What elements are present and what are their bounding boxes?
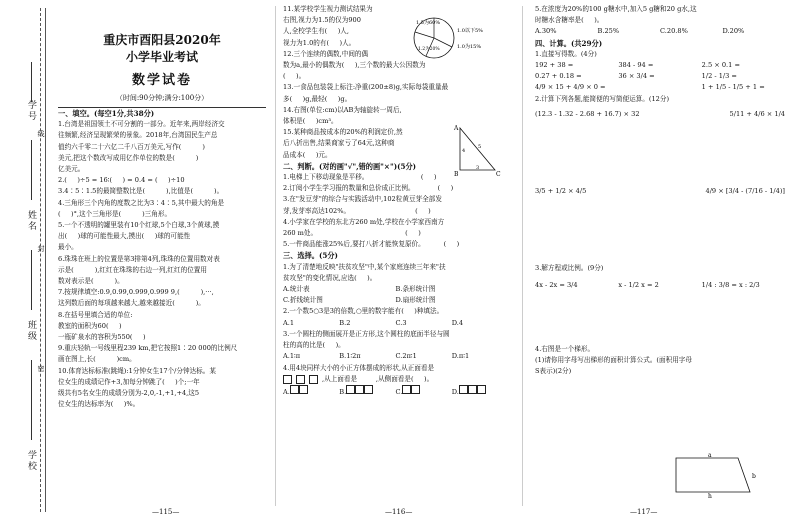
calc4-question: S表示)(2分): [535, 367, 572, 376]
cut-mark: 密: [37, 365, 45, 372]
question-line: 贫攻坚"的变化情况,应选( )。: [283, 273, 377, 282]
question-line: 7.按规律填空:0.9,0.99,0.999,0.999 9,( ),···,: [58, 288, 214, 297]
calc2-item: 5/11 + 4/6 × 1/4: [729, 109, 785, 118]
option: D.扇形统计图: [395, 296, 436, 305]
choose-q4-line2: ,从上面看是 ,从侧面看是( )。: [322, 374, 434, 383]
q5-options: [535, 26, 785, 37]
cut-mark: 线: [37, 130, 45, 137]
question-line: 一瓶矿泉水的容积为550( ): [58, 333, 146, 342]
binding-rule: [31, 140, 32, 200]
binding-dashed-line: [40, 8, 41, 512]
exam-subject: 数学试卷: [131, 73, 192, 88]
question-line: 1.台湾是祖国领土不可分割的一部分。近年来,两岸经济交: [58, 120, 225, 129]
svg-text:5: 5: [478, 144, 482, 150]
question-line: 位女生的达标率为( )%。: [58, 400, 140, 409]
calc3-title: 3.解方程或比例。(9分): [535, 264, 604, 273]
calc4-question: (1)请你用字母写出梯形的面积计算公式。(面积用字母: [535, 355, 692, 364]
pie-label: 1.5为60%: [416, 20, 441, 26]
page-number: —116—: [385, 508, 413, 516]
choose-q1: [283, 262, 508, 284]
option: C.折线统计图: [283, 296, 323, 305]
calc2-row: [535, 186, 785, 197]
question-line: ( )。: [283, 72, 306, 81]
option: B.: [339, 385, 395, 398]
option: A.1∶π: [283, 352, 301, 361]
calc1-row: [535, 82, 785, 93]
question-line: 视力为1.0的有( )人。: [283, 38, 356, 47]
option: C.: [396, 385, 452, 398]
calc2-item: 4/9 × [3/4 - (7/16 - 1/4)]: [705, 187, 785, 196]
question-line: 数对表示是( )。: [58, 277, 124, 286]
exam-title-line2: 小学毕业考试: [125, 50, 198, 64]
question-line: 2.订阅小学生学习报的数量和总价成正比例。 ( ): [283, 184, 454, 193]
calc1-item: 4/9 × 15 + 4/9 × 0 =: [535, 83, 606, 92]
question-line: 4.小学家在学校的东北方260 m处,学校在小学家西南方: [283, 217, 445, 226]
pie-label: 1.0为15%: [457, 44, 482, 50]
calc1-item: [618, 82, 701, 93]
question-line: 1.为了清楚地反映"扶贫攻坚"中,某个家庭连续三年来"扶: [283, 262, 446, 271]
question-line: 5.一件商品能涨25%后,要打八折才能恢复原价。 ( ): [283, 240, 460, 249]
page-divider: [522, 6, 523, 506]
question-line: 11.某学校学生视力测试结果为: [283, 5, 373, 13]
question-line: 右图,视力为1.5的仅为900: [283, 16, 361, 25]
label-school: 学校: [26, 450, 36, 472]
pie-label: 1.0以下5%: [457, 28, 483, 34]
question-line: 亿美元。: [58, 165, 85, 174]
option: B.条形统计图: [395, 285, 436, 294]
page-115: [58, 4, 266, 410]
equation: x - 1/2 x = 2: [618, 281, 659, 290]
question-line: 8.在括号里填合适的单位:: [58, 310, 133, 319]
question-line: 3.4∶5∶1.5的最简整数比是( ),比值是( )。: [58, 187, 224, 196]
question-line: 美元,把这个数改写成用亿作单位的数是( ): [58, 153, 199, 162]
option: D.20%: [722, 27, 745, 36]
section-choose: 三、选择。(5分): [283, 251, 338, 261]
exam-title-line1: 重庆市酉阳县2020年: [103, 33, 221, 47]
section-judge: 二、判断。(对的画"√",错的画"×")(5分): [283, 161, 417, 171]
question-line: 出( )球的可能性最大,摸出( )球的可能性: [58, 232, 191, 241]
exam-note: （时间:90分钟;满分:100分）: [115, 94, 209, 102]
fill-in-questions: [58, 119, 266, 410]
calc1-title: 1.直接写得数。(4分): [535, 49, 597, 58]
question-line: 人,全校学生有( )人,: [283, 27, 349, 36]
trapezoid-diagram: [668, 452, 758, 498]
calc3-row: [535, 280, 785, 291]
q2-options: [283, 318, 508, 329]
section-calc: 四、计算。(共29分): [535, 38, 603, 48]
question-line: 多( )g,最轻( )g。: [283, 94, 352, 103]
svg-text:C: C: [496, 171, 501, 178]
question-line: 教室的面积为60( ): [58, 321, 122, 330]
question-line: 最小。: [58, 243, 78, 252]
question-line: 10.体育达标标准(跳绳):1分钟女生17个/分钟达标。某: [58, 366, 216, 375]
question-line: ( )°,这个三角形是( )三角形。: [58, 209, 172, 218]
question-line: 画在图上,长( )cm。: [58, 355, 136, 364]
choose-q4: 4.用4块同样大小的小正方体摆成的形状,从正面看是: [283, 363, 435, 372]
choose-q5: 5.在浓度为20%的100 g糖水中,加入5 g糖和20 g水,这: [535, 5, 697, 13]
calc2-title: 2.计算下列各题,能简便的写简便运算。(12分): [535, 94, 670, 103]
calc1-item: 1 + 1/5 - 1/5 + 1 =: [701, 83, 765, 92]
calc1-item: 1/2 - 1/3 =: [701, 72, 737, 81]
option: B.2: [339, 318, 351, 327]
option: A.1: [283, 318, 295, 327]
option: C.2π∶1: [395, 352, 417, 361]
question-line: 2.( )÷5 = 16∶( ) = 0.4 = ( )÷10: [58, 176, 185, 185]
q1-options: [283, 284, 508, 295]
option: C.3: [395, 318, 407, 327]
q4-options: [283, 385, 508, 398]
question-line: 15.某种商品按成本的20%的利润定价,然: [283, 128, 403, 137]
binding-rule: [31, 250, 32, 310]
question-line: 级共有5名女生的成绩分别为-2,0,-1,+1,+4,这5: [58, 389, 200, 398]
choose-q5: 时糖水含糖率是( )。: [535, 16, 604, 25]
option: C.20.8%: [660, 27, 688, 36]
question-line: 数为a,最小的偶数为( ),三个数的最大公因数为: [283, 61, 426, 70]
equation: 4x - 2x = 3/4: [535, 281, 578, 290]
calc1-row: [535, 71, 785, 82]
calc1-item: 36 × 3/4 =: [618, 72, 655, 81]
calc2-item: 3/5 + 1/2 × 4/5: [535, 187, 587, 196]
calc2-row: [535, 109, 785, 120]
section-fill-in: 一、填空。(每空1分,共38分): [58, 109, 155, 118]
question-line: 后八折出售,结果商家亏了64元,这种商: [283, 139, 395, 148]
calc1-item: 192 + 38 =: [535, 61, 574, 70]
pie-label: 1.2为20%: [418, 47, 440, 52]
binding-solid-line: [45, 8, 46, 512]
q3-options: [283, 351, 508, 362]
svg-text:A: A: [454, 125, 459, 132]
option: A.: [283, 385, 339, 398]
svg-text:b: b: [752, 473, 756, 480]
option: D.π∶1: [451, 352, 470, 361]
label-student-id: 学号: [26, 100, 36, 122]
svg-text:B: B: [454, 171, 459, 178]
page-number: —117—: [630, 508, 658, 516]
question-line: 13.一食品包装袋上标注:净重(200±8)g,实际每袋重量最: [283, 83, 449, 92]
question-line: 6.珠珠在班上的位置是第3排第4列,珠珠的位置用数对表: [58, 254, 220, 263]
binding-rule: [31, 62, 32, 102]
question-line: 5.一个不透明的罐里装有10个红球,5个白球,3个黄球,摸: [58, 221, 220, 230]
binding-rule: [31, 360, 32, 440]
question-line: 位女生的成绩记作+3,加每分钟跳了( )个;一年: [58, 377, 200, 386]
page-divider: [275, 6, 276, 506]
svg-text:4: 4: [462, 148, 466, 154]
question-line: 4.三角形三个内角的度数之比为3∶4∶5,其中最大的角是: [58, 198, 225, 207]
q1-options: [283, 295, 508, 306]
choose-q2: 2.一个数5○3是3的倍数,○里的数字能有( )种填法。: [283, 307, 444, 316]
label-name: 姓名: [26, 210, 36, 232]
option: B.1∶2π: [339, 352, 361, 361]
svg-text:h: h: [708, 493, 712, 498]
question-line: 12.三个连续的偶数,中间的偶: [283, 49, 369, 58]
equation: 1/4 : 3/8 = x : 2/3: [701, 281, 760, 290]
page-117: [535, 4, 785, 377]
question-line: 示是( ),红红在珠珠的右边一列,红红的位置用: [58, 265, 207, 274]
question-line: 品成本( )元。: [283, 150, 332, 159]
question-line: 值约六千零二十六亿二千八百万美元,写作( ): [58, 142, 205, 151]
question-line: 3.在"发豆芽"的综合与实践活动中,102粒黄豆芽全部发: [283, 195, 442, 204]
calc1-row: [535, 60, 785, 71]
vision-pie-chart: [412, 12, 507, 64]
cut-mark: 封: [37, 245, 45, 252]
question-line: 9.重庆轻轨一号线里程239 km,把它按照1∶20 000的比例尺: [58, 344, 238, 353]
calc1-grid: [535, 60, 785, 94]
calc4-title: 4.右图是一个梯形。: [535, 344, 595, 353]
label-class: 班级: [26, 320, 36, 342]
question-line: 这列数后面的每项越来越大,越来越接近( )。: [58, 299, 205, 308]
option: A.统计表: [283, 285, 310, 294]
calc2-item: (12.3 - 1.32 - 2.68 + 16.7) × 32: [535, 109, 640, 118]
calc1-item: 2.5 × 0.1 =: [701, 61, 740, 70]
page-number: —115—: [152, 508, 180, 516]
triangle-diagram: [450, 120, 505, 178]
q4-shapes: [283, 374, 508, 385]
question-line: 260 m处。 ( ): [283, 229, 421, 238]
judge-questions: [283, 172, 508, 250]
calc1-item: 0.27 + 0.18 =: [535, 72, 582, 81]
svg-text:a: a: [708, 452, 712, 459]
svg-text:3: 3: [476, 165, 480, 171]
question-line: 14.右图(单位:cm)以AB为轴旋转一周后,: [283, 105, 402, 114]
option: A.30%: [535, 27, 557, 36]
question-line: 芽,发芽率高达102%。 ( ): [283, 206, 431, 215]
calc1-item: 384 - 94 =: [618, 61, 654, 70]
binding-margin: [0, 0, 50, 520]
choose-q3: 柱的高的比是( )。: [283, 341, 345, 350]
question-line: 1.电梯上下移动现象是平移。 ( ): [283, 173, 437, 182]
option: B.25%: [597, 27, 620, 36]
choose-q3: 3.一个圆柱的侧面展开是正方形,这个圆柱的底面半径与圆: [283, 329, 450, 338]
option: D.4: [451, 318, 464, 327]
option: D.: [452, 385, 508, 398]
question-line: 往频繁,经济呈现繁荣的景象。2018年,台湾国民生产总: [58, 131, 218, 140]
question-line: 体积是( )cm³。: [283, 117, 338, 126]
